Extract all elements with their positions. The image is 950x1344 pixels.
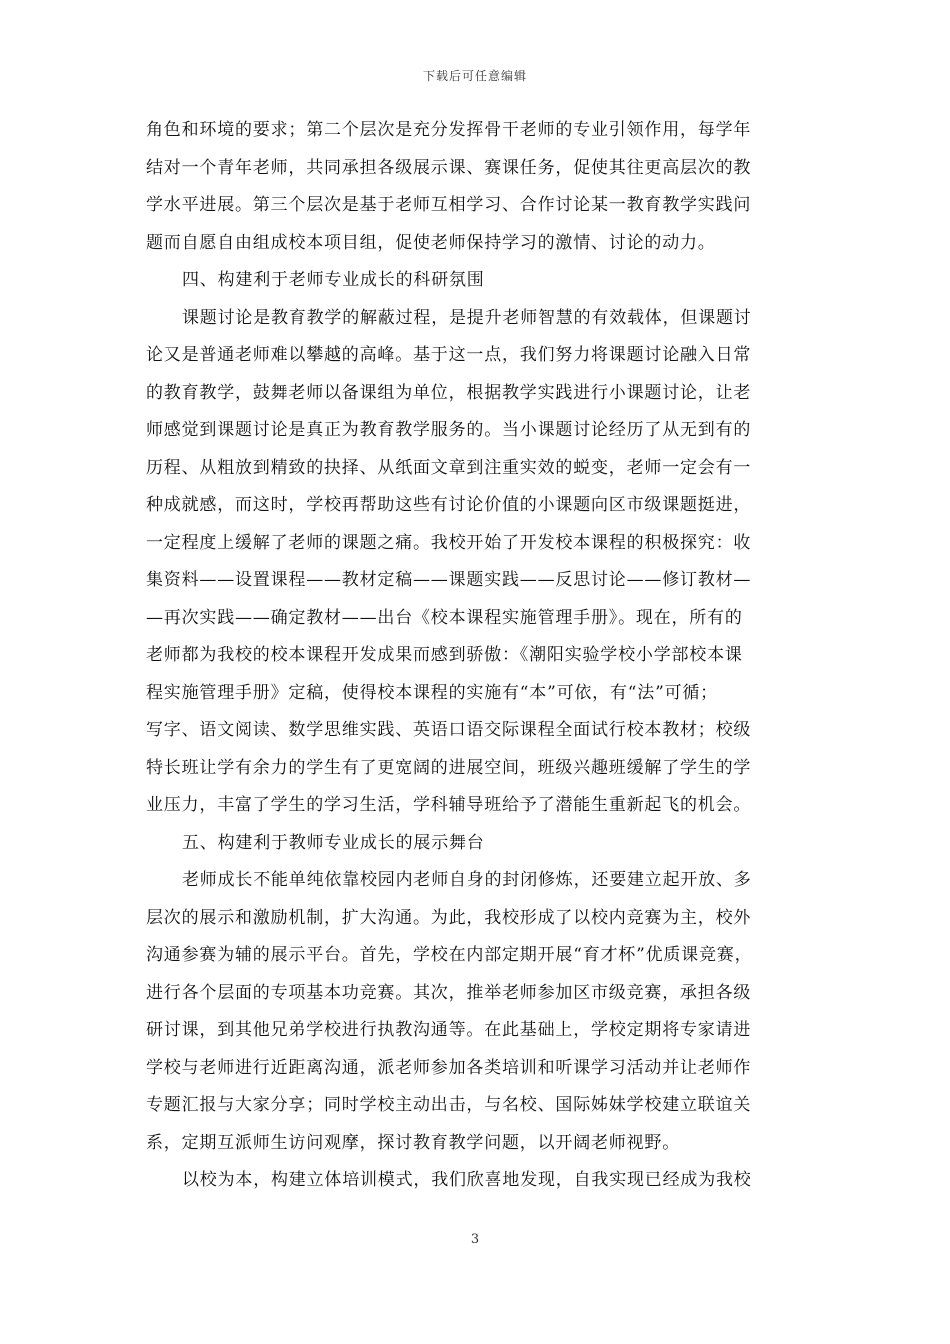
- text-line: 沟通参赛为辅的展示平台。首先，学校在内部定期开展“育才杯”优质课竞赛，: [146, 945, 753, 965]
- text-line: 角色和环境的要求；第二个层次是充分发挥骨干老师的专业引领作用，每学年: [146, 120, 752, 140]
- text-line: 写字、语文阅读、数学思维实践、英语口语交际课程全面试行校本教材；校级: [146, 720, 752, 740]
- text-line: 师感觉到课题讨论是真正为教育教学服务的。当小课题讨论经历了从无到有的: [146, 420, 752, 440]
- text-line: 特长班让学有余力的学生有了更宽阔的进展空间，班级兴趣班缓解了学生的学: [146, 757, 752, 778]
- text-line: 的教育教学，鼓舞老师以备课组为单位，根据教学实践进行小课题讨论，让老: [146, 382, 752, 403]
- text-line: 专题汇报与大家分享；同时学校主动出击，与名校、国际姊妹学校建立联谊关: [146, 1095, 752, 1115]
- text-line: 程实施管理手册》定稿，使得校本课程的实施有“本”可依，有“法”可循；: [146, 682, 718, 703]
- paragraph-start-line: 四、构建利于老师专业成长的科研氛围: [182, 270, 485, 290]
- page-header: 下载后可任意编辑: [422, 69, 527, 83]
- text-line: 学校与老师进行近距离沟通，派老师参加各类培训和听课学习活动并让老师作: [146, 1057, 752, 1078]
- text-line: 论又是普通老师难以攀越的高峰。基于这一点，我们努力将课题讨论融入日常: [146, 345, 752, 365]
- text-line: 集资料——设置课程——教材定稿——课题实践——反思讨论——修订教材—: [146, 570, 752, 590]
- paragraph-start-line: 老师成长不能单纯依靠校园内老师自身的封闭修炼，还要建立起开放、多: [182, 870, 752, 890]
- text-line: 结对一个青年老师，共同承担各级展示课、赛课任务，促使其往更高层次的教: [146, 157, 752, 178]
- text-line: 老师都为我校的校本课程开发成果而感到骄傲：《潮阳实验学校小学部校本课: [146, 645, 743, 665]
- page-number: 3: [470, 1232, 480, 1247]
- text-line: 学水平进展。第三个层次是基于老师互相学习、合作讨论某一教育教学实践问: [146, 195, 752, 215]
- text-line: 研讨课，到其他兄弟学校进行执教沟通等。在此基础上，学校定期将专家请进: [146, 1020, 752, 1040]
- text-line: 题而自愿自由组成校本项目组，促使老师保持学习的激情、讨论的动力。: [146, 232, 716, 253]
- text-line: 一定程度上缓解了老师的课题之痛。我校开始了开发校本课程的积极探究：收: [146, 532, 752, 553]
- paragraph-start-line: 五、构建利于教师专业成长的展示舞台: [182, 832, 485, 853]
- text-line: 进行各个层面的专项基本功竞赛。其次，推举老师参加区市级竞赛，承担各级: [146, 982, 752, 1003]
- body-text: [146, 112, 818, 1200]
- text-line: 层次的展示和激励机制，扩大沟通。为此，我校形成了以校内竞赛为主，校外: [146, 907, 752, 928]
- paragraph-start-line: 以校为本，构建立体培训模式，我们欣喜地发现，自我实现已经成为我校: [182, 1170, 752, 1190]
- text-line: 历程、从粗放到精致的抉择、从纸面文章到注重实效的蜕变，老师一定会有一: [146, 457, 752, 478]
- text-line: 系，定期互派师生访问观摩，探讨教育教学问题，以开阔老师视野。: [146, 1132, 680, 1153]
- text-line: 业压力，丰富了学生的学习生活，学科辅导班给予了潜能生重新起飞的机会。: [146, 795, 752, 815]
- text-line: —再次实践——确定教材——出台《校本课程实施管理手册》。现在，所有的: [146, 607, 743, 628]
- text-line: 种成就感，而这时，学校再帮助这些有讨论价值的小课题向区市级课题挺进，: [146, 495, 752, 515]
- paragraph-start-line: 课题讨论是教育教学的解蔽过程，是提升老师智慧的有效载体，但课题讨: [182, 307, 752, 328]
